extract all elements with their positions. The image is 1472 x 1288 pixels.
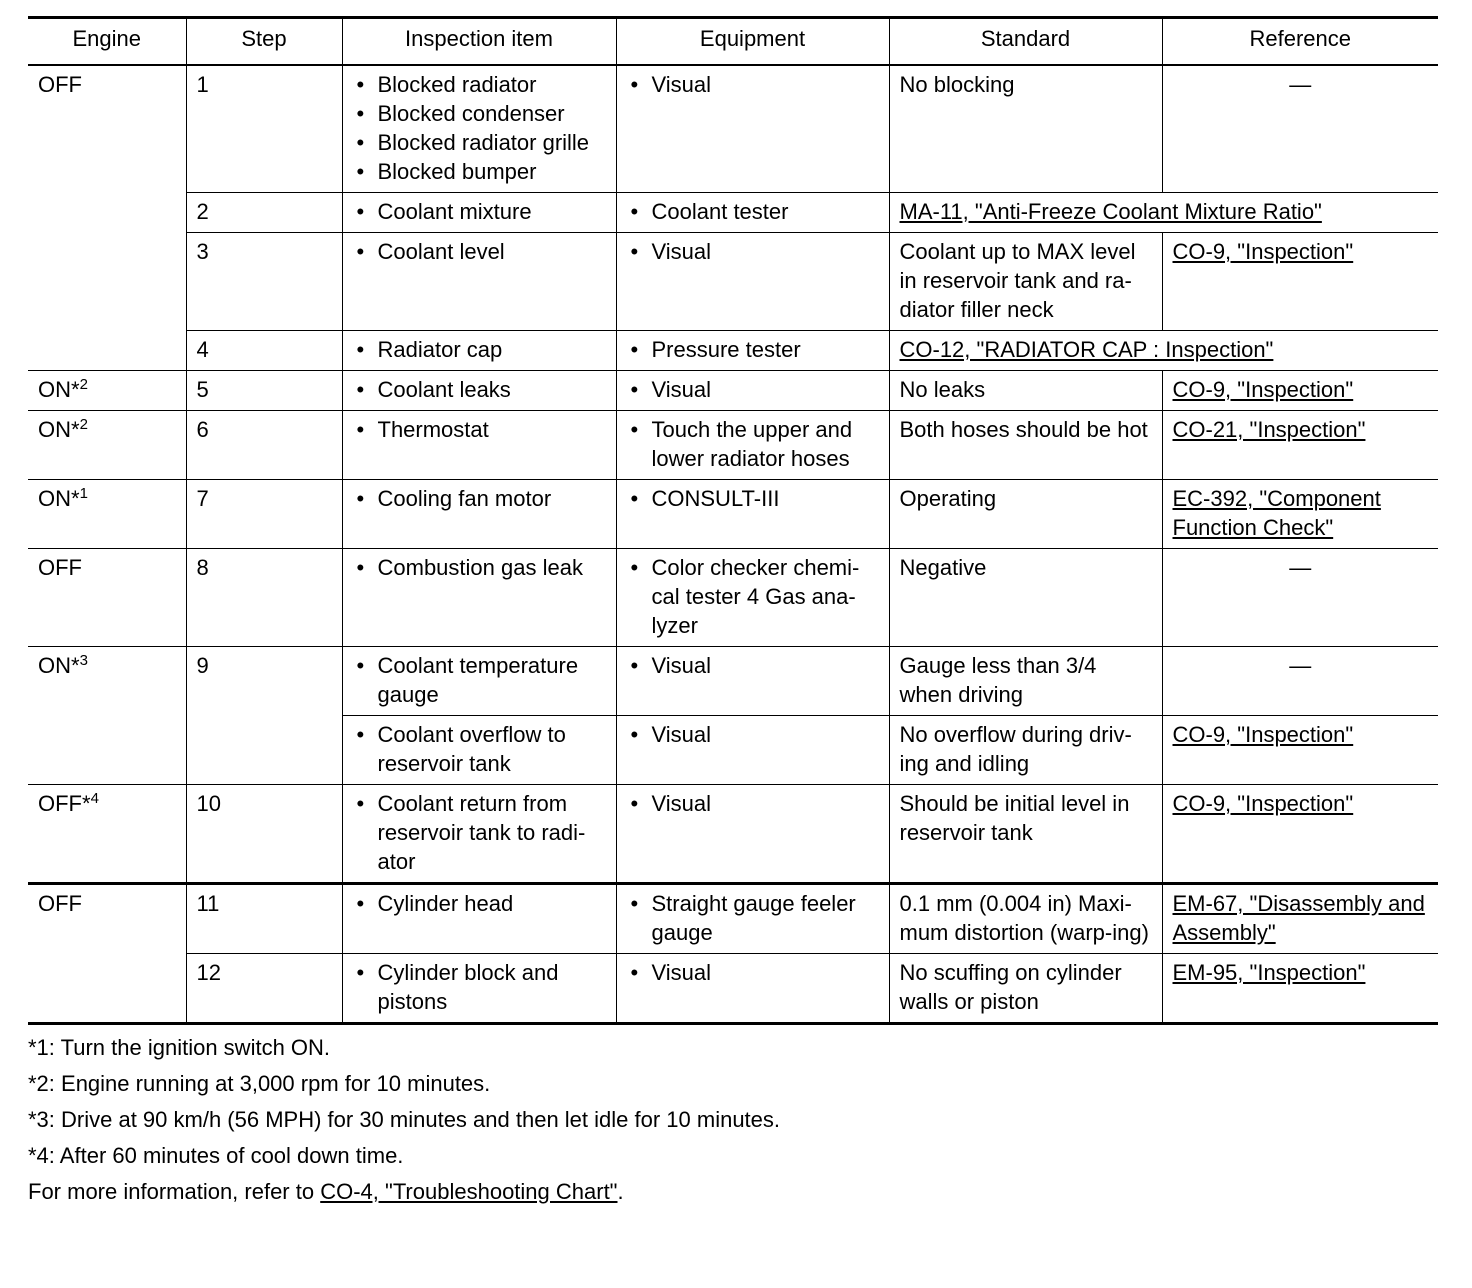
table-row — [28, 954, 1438, 1024]
engine-label: OFF* — [38, 791, 91, 816]
table-row — [28, 193, 1438, 233]
equipment — [616, 411, 889, 480]
inspection-item — [342, 411, 616, 480]
list-item: • Blocked condenser — [353, 99, 606, 128]
engine-state: OFF — [28, 549, 186, 647]
reference — [1162, 785, 1438, 884]
table-row — [28, 233, 1438, 331]
header-standard: Standard — [889, 18, 1162, 66]
reference-link[interactable]: EM-67, "Disassembly and Assembly" — [1172, 891, 1425, 945]
inspection-item — [342, 480, 616, 549]
reference-link[interactable]: CO-12, "RADIATOR CAP : Inspection" — [899, 337, 1274, 362]
reference-link[interactable]: CO-21, "Inspection" — [1172, 417, 1366, 442]
list-item: • Cylinder block and pistons — [353, 958, 606, 1016]
list-item: • Coolant temperature gauge — [353, 651, 606, 709]
reference — [1162, 371, 1438, 411]
equipment — [616, 954, 889, 1024]
engine-label: ON* — [38, 653, 80, 678]
step-number: 5 — [186, 371, 342, 411]
reference — [1162, 884, 1438, 954]
equipment — [616, 884, 889, 954]
footnotes — [28, 1030, 1438, 1210]
footnote-mark: 4 — [90, 790, 99, 807]
list-item: • Touch the upper and lower radiator hoses — [627, 415, 879, 473]
standard: Both hoses should be hot — [889, 411, 1162, 480]
reference-link[interactable]: EM-95, "Inspection" — [1172, 960, 1366, 985]
reference — [1162, 411, 1438, 480]
equipment — [616, 193, 889, 233]
list-item: • Radiator cap — [353, 335, 606, 364]
equipment — [616, 785, 889, 884]
step-number: 3 — [186, 233, 342, 331]
inspection-item — [342, 233, 616, 331]
inspection-item — [342, 954, 616, 1024]
reference — [1162, 233, 1438, 331]
inspection-item — [342, 785, 616, 884]
reference-link[interactable]: EC-392, "Component Function Check" — [1172, 486, 1381, 540]
inspection-item — [342, 193, 616, 233]
reference — [1162, 716, 1438, 785]
footnote-mark: 2 — [79, 416, 88, 433]
list-item: • Coolant mixture — [353, 197, 606, 226]
step-number: 10 — [186, 785, 342, 884]
reference-link[interactable]: CO-9, "Inspection" — [1172, 722, 1354, 747]
engine-state — [28, 371, 186, 411]
step-number: 6 — [186, 411, 342, 480]
more-info-text: For more information, refer to — [28, 1179, 321, 1204]
equipment — [616, 480, 889, 549]
footnote-1: *1: Turn the ignition switch ON. — [28, 1035, 331, 1060]
step-number: 4 — [186, 331, 342, 371]
header-inspection-item: Inspection item — [342, 18, 616, 66]
list-item: • Visual — [627, 651, 879, 680]
standard: Coolant up to MAX level in reservoir tank and ra-diator filler neck — [889, 233, 1162, 331]
troubleshooting-chart-link[interactable]: CO-4, "Troubleshooting Chart" — [320, 1179, 618, 1204]
standard: No blocking — [889, 65, 1162, 193]
footnote-4: *4: After 60 minutes of cool down time. — [28, 1143, 404, 1168]
table-row — [28, 647, 1438, 716]
list-item: • CONSULT-III — [627, 484, 879, 513]
table-row — [28, 884, 1438, 954]
engine-state — [28, 647, 186, 785]
reference-link[interactable]: MA-11, "Anti-Freeze Coolant Mixture Ratio" — [899, 199, 1322, 224]
inspection-sheet — [28, 16, 1438, 1210]
list-item: • Combustion gas leak — [353, 553, 606, 582]
engine-state: OFF — [28, 65, 186, 371]
standard: Negative — [889, 549, 1162, 647]
step-number: 9 — [186, 647, 342, 785]
inspection-item — [342, 371, 616, 411]
table-row — [28, 411, 1438, 480]
list-item: • Coolant leaks — [353, 375, 606, 404]
equipment — [616, 647, 889, 716]
reference — [1162, 647, 1438, 716]
list-item: • Visual — [627, 375, 879, 404]
list-item: • Blocked radiator — [353, 70, 606, 99]
reference — [1162, 549, 1438, 647]
list-item: • Straight gauge feeler gauge — [627, 889, 879, 947]
standard: No leaks — [889, 371, 1162, 411]
equipment — [616, 371, 889, 411]
footnote-2: *2: Engine running at 3,000 rpm for 10 minutes. — [28, 1071, 491, 1096]
step-number: 1 — [186, 65, 342, 193]
inspection-table — [28, 16, 1438, 1025]
header-row — [28, 18, 1438, 66]
header-step: Step — [186, 18, 342, 66]
step-number: 7 — [186, 480, 342, 549]
list-item: • Visual — [627, 789, 879, 818]
list-item: • Coolant overflow to reservoir tank — [353, 720, 606, 778]
table-row — [28, 331, 1438, 371]
inspection-item — [342, 65, 616, 193]
no-reference-dash: — — [1289, 555, 1312, 580]
header-reference: Reference — [1162, 18, 1438, 66]
table-row — [28, 785, 1438, 884]
list-item: • Blocked bumper — [353, 157, 606, 186]
step-number: 8 — [186, 549, 342, 647]
equipment — [616, 549, 889, 647]
footnote-mark: 3 — [79, 652, 88, 669]
equipment — [616, 331, 889, 371]
step-number: 2 — [186, 193, 342, 233]
no-reference-dash: — — [1289, 72, 1312, 97]
inspection-item — [342, 716, 616, 785]
equipment — [616, 716, 889, 785]
standard: Should be initial level in reservoir tank — [889, 785, 1162, 884]
reference — [1162, 954, 1438, 1024]
reference — [1162, 65, 1438, 193]
standard-reference — [889, 193, 1438, 233]
engine-label: ON* — [38, 486, 80, 511]
standard: Gauge less than 3/4 when driving — [889, 647, 1162, 716]
footnote-mark: 1 — [79, 485, 88, 502]
header-engine: Engine — [28, 18, 186, 66]
standard: 0.1 mm (0.004 in) Maxi-mum distortion (warp-ing) — [889, 884, 1162, 954]
footnote-mark: 2 — [79, 376, 88, 393]
list-item: • Thermostat — [353, 415, 606, 444]
more-info-period: . — [617, 1179, 624, 1204]
list-item: • Cylinder head — [353, 889, 606, 918]
list-item: • Pressure tester — [627, 335, 879, 364]
standard: No overflow during driv-ing and idling — [889, 716, 1162, 785]
reference-link[interactable]: CO-9, "Inspection" — [1172, 239, 1354, 264]
table-row — [28, 480, 1438, 549]
inspection-item — [342, 647, 616, 716]
reference — [1162, 480, 1438, 549]
table-row — [28, 65, 1438, 193]
engine-label: ON* — [38, 417, 80, 442]
step-number: 11 — [186, 884, 342, 954]
engine-label: ON* — [38, 377, 80, 402]
footnote-3: *3: Drive at 90 km/h (56 MPH) for 30 minutes and then let idle for 10 minutes. — [28, 1107, 781, 1132]
engine-state — [28, 480, 186, 549]
inspection-item — [342, 331, 616, 371]
standard: Operating — [889, 480, 1162, 549]
engine-state — [28, 411, 186, 480]
list-item: • Visual — [627, 237, 879, 266]
standard-reference — [889, 331, 1438, 371]
list-item: • Cooling fan motor — [353, 484, 606, 513]
list-item: • Visual — [627, 70, 879, 99]
reference-link[interactable]: CO-9, "Inspection" — [1172, 377, 1354, 402]
equipment — [616, 233, 889, 331]
engine-state: OFF — [28, 884, 186, 1024]
list-item: • Coolant level — [353, 237, 606, 266]
list-item: • Visual — [627, 958, 879, 987]
inspection-item — [342, 549, 616, 647]
standard: No scuffing on cylinder walls or piston — [889, 954, 1162, 1024]
list-item: • Visual — [627, 720, 879, 749]
inspection-item — [342, 884, 616, 954]
more-info — [28, 1174, 1438, 1210]
list-item: • Blocked radiator grille — [353, 128, 606, 157]
no-reference-dash: — — [1289, 653, 1312, 678]
reference-link[interactable]: CO-9, "Inspection" — [1172, 791, 1354, 816]
list-item: • Coolant tester — [627, 197, 879, 226]
list-item: • Coolant return from reservoir tank to radi-ator — [353, 789, 606, 876]
engine-state — [28, 785, 186, 884]
header-equipment: Equipment — [616, 18, 889, 66]
table-row — [28, 549, 1438, 647]
list-item: • Color checker chemi-cal tester 4 Gas ana-lyzer — [627, 553, 879, 640]
step-number: 12 — [186, 954, 342, 1024]
equipment — [616, 65, 889, 193]
table-row — [28, 371, 1438, 411]
